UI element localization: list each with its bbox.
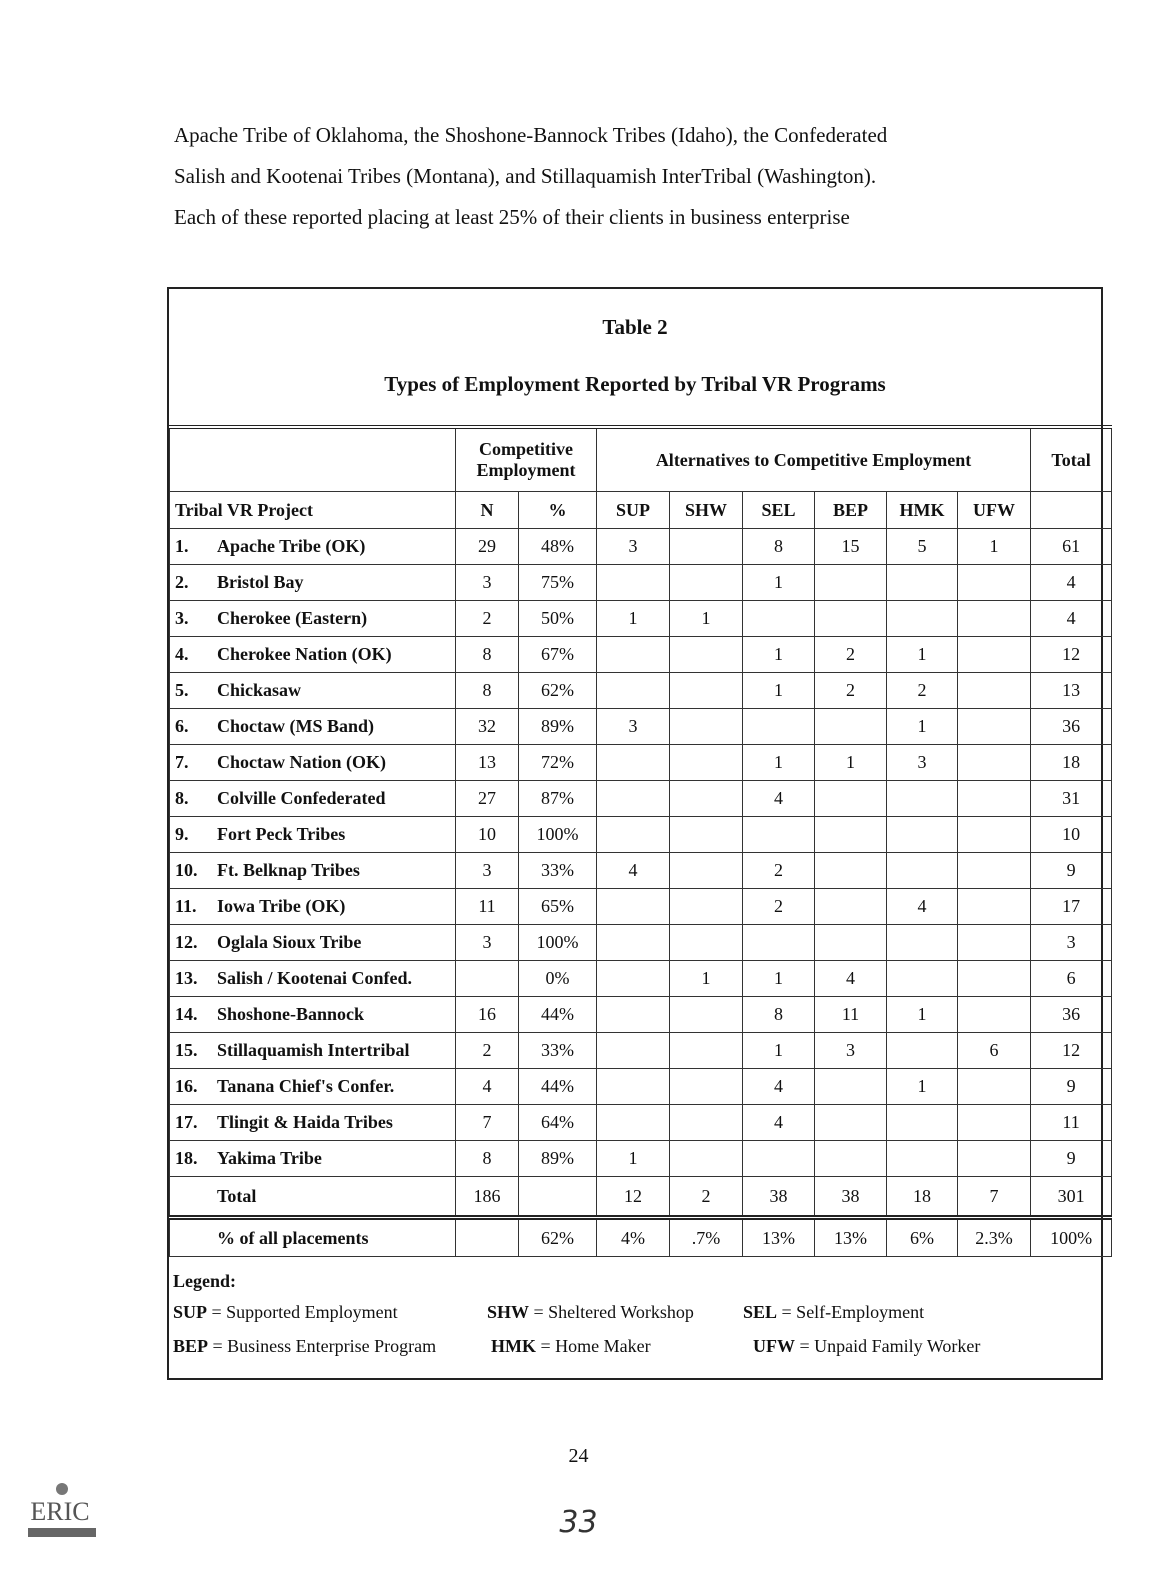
table-cell: 8: [456, 637, 519, 673]
column-header: SEL: [743, 492, 815, 529]
table-cell: 6%: [887, 1218, 958, 1257]
project-name: Colville Confederated: [217, 788, 386, 808]
table-cell: 13: [1031, 673, 1112, 709]
table-cell: 11: [1031, 1105, 1112, 1141]
table-cell: 2: [743, 853, 815, 889]
table-cell: 31: [1031, 781, 1112, 817]
table-row: [170, 853, 1112, 889]
table-cell: 33%: [519, 853, 597, 889]
table-cell: 38: [815, 1177, 887, 1218]
table-cell: [670, 781, 743, 817]
row-number: 14.: [175, 1004, 198, 1024]
table-cell: 1: [815, 745, 887, 781]
table-cell: 1: [887, 709, 958, 745]
total-row: [170, 1177, 1112, 1218]
project-name: Apache Tribe (OK): [217, 536, 366, 556]
table-row: [170, 565, 1112, 601]
table-number: Table 2: [602, 315, 668, 339]
table-cell: [815, 565, 887, 601]
table-cell: 1: [743, 745, 815, 781]
table-cell: 62%: [519, 673, 597, 709]
row-number: 11.: [175, 896, 197, 916]
table-cell: [815, 1069, 887, 1105]
table-cell: 50%: [519, 601, 597, 637]
table-cell: [597, 925, 670, 961]
table-cell: [456, 961, 519, 997]
table-cell: [958, 1069, 1031, 1105]
table-cell: 7: [958, 1177, 1031, 1218]
table-cell: 17: [1031, 889, 1112, 925]
table-row: [170, 961, 1112, 997]
row-number: 8.: [175, 788, 189, 808]
table-cell: [670, 673, 743, 709]
project-cell: [170, 673, 456, 709]
project-name: Iowa Tribe (OK): [217, 896, 346, 916]
table-cell: 1: [743, 1033, 815, 1069]
table-cell: [815, 925, 887, 961]
project-name: Ft. Belknap Tribes: [217, 860, 360, 880]
project-name: Stillaquamish Intertribal: [217, 1040, 410, 1060]
project-name: Cherokee (Eastern): [217, 608, 368, 628]
table-row: [170, 925, 1112, 961]
table-cell: 27: [456, 781, 519, 817]
table-cell: [597, 673, 670, 709]
table-cell: 4: [456, 1069, 519, 1105]
table-row: [170, 529, 1112, 565]
table-cell: 100%: [519, 925, 597, 961]
table-cell: 12: [1031, 637, 1112, 673]
table-cell: 100%: [1031, 1218, 1112, 1257]
table-cell: 4: [1031, 565, 1112, 601]
table-cell: [456, 1218, 519, 1257]
table-cell: 2: [815, 673, 887, 709]
table-cell: [958, 961, 1031, 997]
table-cell: [670, 709, 743, 745]
table-row: [170, 1069, 1112, 1105]
table-row: [170, 673, 1112, 709]
table-cell: 10: [456, 817, 519, 853]
legend-title: Legend:: [173, 1271, 236, 1291]
table-cell: 44%: [519, 1069, 597, 1105]
table-cell: [670, 1033, 743, 1069]
table-cell: 186: [456, 1177, 519, 1218]
table-cell: 33%: [519, 1033, 597, 1069]
table-cell: 301: [1031, 1177, 1112, 1218]
table-cell: [958, 925, 1031, 961]
table-cell: [670, 565, 743, 601]
legend-item: SUP = Supported Employment: [173, 1302, 398, 1322]
table-cell: [597, 1033, 670, 1069]
table-cell: [887, 961, 958, 997]
table-cell: 3: [456, 925, 519, 961]
column-header-blank: [1031, 492, 1112, 529]
table-cell: 100%: [519, 817, 597, 853]
table-cell: [670, 925, 743, 961]
table-cell: [597, 817, 670, 853]
project-name: Chickasaw: [217, 680, 302, 700]
table-cell: 2: [456, 601, 519, 637]
project-cell: [170, 781, 456, 817]
table-cell: 0%: [519, 961, 597, 997]
table-cell: 1: [670, 601, 743, 637]
table-cell: [958, 889, 1031, 925]
table-cell: 4: [743, 781, 815, 817]
table-frame: [167, 287, 1103, 1380]
table-cell: 2: [815, 637, 887, 673]
table-cell: 2.3%: [958, 1218, 1031, 1257]
employment-table: [169, 425, 1112, 1257]
column-header: BEP: [815, 492, 887, 529]
table-cell: [815, 889, 887, 925]
table-cell: 61: [1031, 529, 1112, 565]
project-name: Salish / Kootenai Confed.: [217, 968, 413, 988]
table-cell: 1: [887, 997, 958, 1033]
table-cell: [815, 601, 887, 637]
table-cell: 3: [597, 529, 670, 565]
percent-label: % of all placements: [217, 1227, 369, 1248]
project-name: Fort Peck Tribes: [217, 824, 346, 844]
table-cell: 75%: [519, 565, 597, 601]
project-cell: [170, 565, 456, 601]
table-cell: [597, 565, 670, 601]
table-cell: [958, 637, 1031, 673]
intro-paragraph: [174, 118, 1054, 241]
table-cell: 1: [743, 673, 815, 709]
project-cell: [170, 601, 456, 637]
project-name: Tlingit & Haida Tribes: [217, 1112, 393, 1132]
table-cell: 67%: [519, 637, 597, 673]
project-name: Bristol Bay: [217, 572, 304, 592]
column-header: SUP: [597, 492, 670, 529]
table-cell: 5: [887, 529, 958, 565]
table-row: [170, 817, 1112, 853]
table-cell: 44%: [519, 997, 597, 1033]
row-number: 7.: [175, 752, 189, 772]
table-cell: 29: [456, 529, 519, 565]
table-cell: [743, 1141, 815, 1177]
table-cell: [670, 1141, 743, 1177]
table-cell: 8: [743, 529, 815, 565]
intro-line: Apache Tribe of Oklahoma, the Shoshone-Bannock Tribes (Idaho), the Confederated: [174, 123, 888, 147]
project-cell: [170, 529, 456, 565]
table-cell: 7: [456, 1105, 519, 1141]
table-cell: 18: [887, 1177, 958, 1218]
table-cell: 1: [670, 961, 743, 997]
total-label: Total: [217, 1185, 257, 1206]
table-cell: 1: [958, 529, 1031, 565]
table-cell: 72%: [519, 745, 597, 781]
row-number: 3.: [175, 608, 189, 628]
alternatives-header: Alternatives to Competitive Employment: [597, 427, 1031, 492]
project-cell: [170, 1141, 456, 1177]
project-cell: [170, 853, 456, 889]
table-cell: [597, 637, 670, 673]
table-cell: 11: [456, 889, 519, 925]
project-cell: [170, 961, 456, 997]
table-cell: 10: [1031, 817, 1112, 853]
table-cell: 1: [743, 637, 815, 673]
table-cell: 4: [743, 1069, 815, 1105]
row-number: 9.: [175, 824, 189, 844]
row-number: 16.: [175, 1076, 198, 1096]
table-cell: [670, 745, 743, 781]
row-number: 10.: [175, 860, 198, 880]
table-cell: 2: [456, 1033, 519, 1069]
table-cell: [958, 817, 1031, 853]
table-cell: [597, 745, 670, 781]
table-cell: 89%: [519, 709, 597, 745]
folio-number: 33: [559, 1505, 598, 1540]
table-cell: [958, 1105, 1031, 1141]
legend-item: SHW = Sheltered Workshop: [487, 1302, 694, 1322]
row-number: 18.: [175, 1148, 198, 1168]
table-row: [170, 889, 1112, 925]
eric-logo-text: ERIC: [30, 1497, 90, 1526]
table-cell: 36: [1031, 997, 1112, 1033]
table-cell: 3: [887, 745, 958, 781]
table-cell: [887, 1033, 958, 1069]
table-cell: 1: [597, 601, 670, 637]
table-cell: 4: [1031, 601, 1112, 637]
table-cell: 11: [815, 997, 887, 1033]
table-cell: 1: [743, 565, 815, 601]
project-name: Oglala Sioux Tribe: [217, 932, 362, 952]
table-cell: 4%: [597, 1218, 670, 1257]
table-row: [170, 709, 1112, 745]
table-cell: [887, 1105, 958, 1141]
column-header: Tribal VR Project: [170, 492, 456, 529]
table-cell: [887, 817, 958, 853]
row-number: 17.: [175, 1112, 198, 1132]
project-name: Yakima Tribe: [217, 1148, 322, 1168]
project-cell: [170, 997, 456, 1033]
table-cell: 65%: [519, 889, 597, 925]
row-number: 6.: [175, 716, 189, 736]
table-row: [170, 637, 1112, 673]
table-cell: 6: [1031, 961, 1112, 997]
table-cell: [958, 853, 1031, 889]
table-row: [170, 1033, 1112, 1069]
table-cell: 9: [1031, 853, 1112, 889]
percent-row: [170, 1218, 1112, 1257]
table-cell: [815, 853, 887, 889]
table-cell: 8: [456, 1141, 519, 1177]
table-cell: [958, 1141, 1031, 1177]
table-cell: [815, 1105, 887, 1141]
project-cell: [170, 1033, 456, 1069]
table-cell: [958, 781, 1031, 817]
table-cell: 2: [670, 1177, 743, 1218]
project-cell: [170, 709, 456, 745]
table-cell: [815, 1141, 887, 1177]
project-name: Choctaw Nation (OK): [217, 752, 386, 772]
table-cell: 4: [815, 961, 887, 997]
table-cell: [519, 1177, 597, 1218]
project-cell: [170, 817, 456, 853]
table-cell: [597, 1105, 670, 1141]
table-cell: 12: [1031, 1033, 1112, 1069]
table-cell: 2: [743, 889, 815, 925]
table-cell: [887, 1141, 958, 1177]
table-row: [170, 745, 1112, 781]
table-cell: 16: [456, 997, 519, 1033]
table-cell: 4: [887, 889, 958, 925]
table-cell: 3: [1031, 925, 1112, 961]
table-cell: 12: [597, 1177, 670, 1218]
table-cell: 87%: [519, 781, 597, 817]
table-cell: [887, 781, 958, 817]
table-cell: 1: [597, 1141, 670, 1177]
table-cell: 8: [743, 997, 815, 1033]
project-name: Cherokee Nation (OK): [217, 644, 392, 664]
row-number: 13.: [175, 968, 198, 988]
legend-item: BEP = Business Enterprise Program: [173, 1336, 437, 1356]
table-cell: [958, 709, 1031, 745]
table-cell: 3: [456, 853, 519, 889]
intro-line: Each of these reported placing at least 25% of their clients in business enterprise: [174, 205, 850, 229]
project-cell: [170, 745, 456, 781]
table-cell: 18: [1031, 745, 1112, 781]
table-cell: 3: [815, 1033, 887, 1069]
table-cell: 4: [597, 853, 670, 889]
table-cell: [743, 817, 815, 853]
table-cell: [958, 601, 1031, 637]
table-cell: [743, 709, 815, 745]
column-header: UFW: [958, 492, 1031, 529]
table-cell: 64%: [519, 1105, 597, 1141]
column-header: N: [456, 492, 519, 529]
table-cell: [597, 1069, 670, 1105]
project-cell: [170, 637, 456, 673]
row-number: 2.: [175, 572, 189, 592]
page-number: 24: [568, 1445, 589, 1467]
total-header: Total: [1031, 427, 1112, 492]
project-name: Choctaw (MS Band): [217, 716, 375, 736]
table-cell: [670, 997, 743, 1033]
table-row: [170, 781, 1112, 817]
table-cell: [670, 817, 743, 853]
table-cell: [815, 817, 887, 853]
project-name: Shoshone-Bannock: [217, 1004, 365, 1024]
row-number: 1.: [175, 536, 189, 556]
table-cell: 15: [815, 529, 887, 565]
table-cell: 62%: [519, 1218, 597, 1257]
table-cell: 38: [743, 1177, 815, 1218]
table-cell: 89%: [519, 1141, 597, 1177]
table-cell: [887, 925, 958, 961]
table-cell: [743, 925, 815, 961]
table-cell: 9: [1031, 1141, 1112, 1177]
table-cell: 36: [1031, 709, 1112, 745]
table-cell: 13: [456, 745, 519, 781]
row-number: 4.: [175, 644, 189, 664]
table-row: [170, 1141, 1112, 1177]
table-cell: [670, 529, 743, 565]
project-name: Tanana Chief's Confer.: [217, 1076, 395, 1096]
table-cell: [815, 781, 887, 817]
column-header: HMK: [887, 492, 958, 529]
table-cell: 1: [887, 637, 958, 673]
column-header-row: [170, 492, 1112, 529]
project-cell: [170, 1069, 456, 1105]
table-cell: 48%: [519, 529, 597, 565]
table-row: [170, 997, 1112, 1033]
table-cell: 9: [1031, 1069, 1112, 1105]
table-cell: [887, 853, 958, 889]
project-cell: [170, 889, 456, 925]
empty-header-cell: [170, 427, 456, 492]
row-number: 12.: [175, 932, 198, 952]
table-cell: [597, 781, 670, 817]
row-number: 15.: [175, 1040, 198, 1060]
table-cell: [958, 673, 1031, 709]
table-cell: 8: [456, 673, 519, 709]
table-cell: 13%: [815, 1218, 887, 1257]
table-title: Types of Employment Reported by Tribal VR Programs: [384, 372, 886, 396]
table-cell: [815, 709, 887, 745]
table-cell: 1: [887, 1069, 958, 1105]
table-cell: 4: [743, 1105, 815, 1141]
table-cell: 2: [887, 673, 958, 709]
legend-item: SEL = Self-Employment: [743, 1302, 925, 1322]
table-cell: [670, 853, 743, 889]
legend-item: HMK = Home Maker: [491, 1336, 651, 1356]
project-cell: [170, 925, 456, 961]
table-cell: 13%: [743, 1218, 815, 1257]
row-number: 5.: [175, 680, 189, 700]
table-cell: [597, 997, 670, 1033]
table-cell: [958, 565, 1031, 601]
table-cell: [958, 997, 1031, 1033]
table-cell: 1: [743, 961, 815, 997]
legend-item: UFW = Unpaid Family Worker: [753, 1336, 981, 1356]
table-cell: [597, 961, 670, 997]
eric-logo: [24, 1480, 100, 1542]
intro-line: Salish and Kootenai Tribes (Montana), and Stillaquamish InterTribal (Washington).: [174, 164, 877, 188]
table-row: [170, 1105, 1112, 1141]
table-cell: [597, 889, 670, 925]
legend: [173, 1271, 1097, 1370]
table-cell: [887, 565, 958, 601]
table-cell: 32: [456, 709, 519, 745]
table-cell: [670, 889, 743, 925]
table-cell: [670, 1069, 743, 1105]
table-cell: [743, 601, 815, 637]
group-header-row: [170, 427, 1112, 492]
table-row: [170, 601, 1112, 637]
table-cell: [670, 1105, 743, 1141]
competitive-header: Competitive Employment: [456, 427, 597, 492]
table-cell: [958, 745, 1031, 781]
column-header: SHW: [670, 492, 743, 529]
table-cell: [670, 637, 743, 673]
table-cell: .7%: [670, 1218, 743, 1257]
project-cell: [170, 1105, 456, 1141]
table-cell: 6: [958, 1033, 1031, 1069]
table-cell: 3: [597, 709, 670, 745]
column-header: %: [519, 492, 597, 529]
table-cell: [887, 601, 958, 637]
table-cell: 3: [456, 565, 519, 601]
